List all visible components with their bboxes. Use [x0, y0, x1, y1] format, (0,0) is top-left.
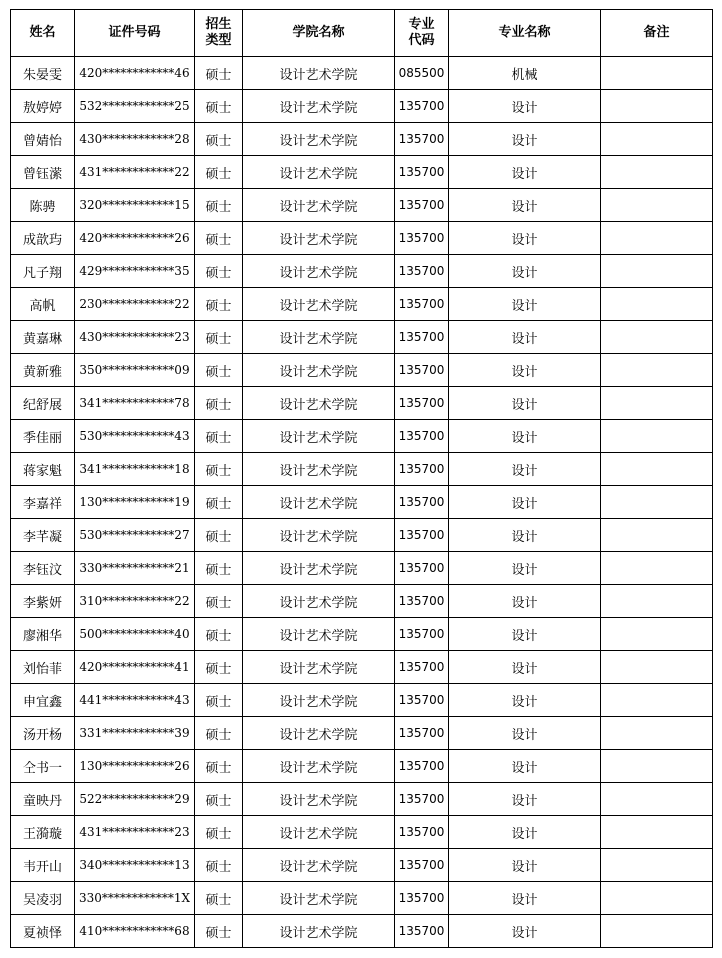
cell-admission-type: 硕士: [195, 255, 243, 288]
cell-admission-type: 硕士: [195, 90, 243, 123]
cell-name: 王漪璇: [11, 816, 75, 849]
cell-college: 设计艺术学院: [243, 783, 395, 816]
cell-note: [601, 915, 713, 948]
cell-note: [601, 750, 713, 783]
cell-id-number: 310************22: [75, 585, 195, 618]
cell-major-code: 135700: [395, 651, 449, 684]
cell-college: 设计艺术学院: [243, 90, 395, 123]
cell-note: [601, 123, 713, 156]
cell-admission-type: 硕士: [195, 618, 243, 651]
cell-major-code: 135700: [395, 849, 449, 882]
cell-major-name: 设计: [449, 288, 601, 321]
cell-college: 设计艺术学院: [243, 123, 395, 156]
cell-name: 刘怡菲: [11, 651, 75, 684]
cell-admission-type: 硕士: [195, 57, 243, 90]
header-admission-type-line2: 类型: [205, 33, 232, 48]
cell-major-code: 135700: [395, 255, 449, 288]
table-row: [11, 750, 713, 783]
cell-name: 陈骋: [11, 189, 75, 222]
cell-id-number: 532************25: [75, 90, 195, 123]
table-row: [11, 684, 713, 717]
cell-name: 韦开山: [11, 849, 75, 882]
cell-major-name: 设计: [449, 585, 601, 618]
cell-id-number: 130************26: [75, 750, 195, 783]
cell-note: [601, 288, 713, 321]
cell-admission-type: 硕士: [195, 387, 243, 420]
cell-major-name: 设计: [449, 420, 601, 453]
cell-note: [601, 90, 713, 123]
cell-admission-type: 硕士: [195, 420, 243, 453]
cell-major-code: 135700: [395, 123, 449, 156]
cell-major-code: 135700: [395, 783, 449, 816]
cell-major-code: 135700: [395, 552, 449, 585]
cell-note: [601, 585, 713, 618]
cell-college: 设计艺术学院: [243, 222, 395, 255]
header-college: 学院名称: [243, 10, 395, 57]
table-row: [11, 255, 713, 288]
cell-note: [601, 420, 713, 453]
cell-college: 设计艺术学院: [243, 915, 395, 948]
cell-name: 成歆玙: [11, 222, 75, 255]
cell-major-code: 085500: [395, 57, 449, 90]
cell-admission-type: 硕士: [195, 717, 243, 750]
cell-college: 设计艺术学院: [243, 717, 395, 750]
cell-major-name: 设计: [449, 189, 601, 222]
cell-major-name: 设计: [449, 816, 601, 849]
cell-major-code: 135700: [395, 915, 449, 948]
table-row: [11, 387, 713, 420]
table-row: [11, 519, 713, 552]
cell-college: 设计艺术学院: [243, 189, 395, 222]
cell-name: 黄嘉琳: [11, 321, 75, 354]
cell-name: 敖婷婷: [11, 90, 75, 123]
table-row: [11, 651, 713, 684]
table-row: [11, 354, 713, 387]
table-row: [11, 882, 713, 915]
cell-college: 设计艺术学院: [243, 519, 395, 552]
cell-id-number: 530************27: [75, 519, 195, 552]
cell-admission-type: 硕士: [195, 519, 243, 552]
cell-note: [601, 387, 713, 420]
table-row: [11, 156, 713, 189]
cell-admission-type: 硕士: [195, 486, 243, 519]
cell-name: 高帆: [11, 288, 75, 321]
table-row: [11, 585, 713, 618]
table-row: [11, 90, 713, 123]
cell-admission-type: 硕士: [195, 156, 243, 189]
table-row: [11, 57, 713, 90]
cell-admission-type: 硕士: [195, 882, 243, 915]
table-row: [11, 717, 713, 750]
cell-note: [601, 354, 713, 387]
cell-id-number: 330************21: [75, 552, 195, 585]
cell-note: [601, 618, 713, 651]
cell-major-name: 设计: [449, 123, 601, 156]
cell-name: 李芊凝: [11, 519, 75, 552]
cell-id-number: 420************41: [75, 651, 195, 684]
cell-major-code: 135700: [395, 288, 449, 321]
table-row: [11, 321, 713, 354]
header-major-code: [395, 10, 449, 57]
cell-note: [601, 222, 713, 255]
cell-major-code: 135700: [395, 387, 449, 420]
cell-college: 设计艺术学院: [243, 552, 395, 585]
cell-name: 黄新雅: [11, 354, 75, 387]
cell-major-code: 135700: [395, 816, 449, 849]
cell-major-name: 设计: [449, 684, 601, 717]
table-row: [11, 420, 713, 453]
cell-name: 汤开杨: [11, 717, 75, 750]
cell-name: 纪舒展: [11, 387, 75, 420]
cell-note: [601, 321, 713, 354]
cell-name: 廖湘华: [11, 618, 75, 651]
cell-college: 设计艺术学院: [243, 651, 395, 684]
cell-note: [601, 684, 713, 717]
cell-name: 凡子翔: [11, 255, 75, 288]
cell-id-number: 530************43: [75, 420, 195, 453]
cell-id-number: 350************09: [75, 354, 195, 387]
cell-college: 设计艺术学院: [243, 255, 395, 288]
cell-admission-type: 硕士: [195, 288, 243, 321]
cell-note: [601, 486, 713, 519]
header-major-code-line2: 代码: [408, 33, 435, 48]
cell-admission-type: 硕士: [195, 651, 243, 684]
cell-note: [601, 849, 713, 882]
cell-admission-type: 硕士: [195, 783, 243, 816]
cell-major-code: 135700: [395, 420, 449, 453]
cell-college: 设计艺术学院: [243, 882, 395, 915]
header-id: 证件号码: [75, 10, 195, 57]
cell-name: 申宜鑫: [11, 684, 75, 717]
cell-college: 设计艺术学院: [243, 57, 395, 90]
cell-major-code: 135700: [395, 618, 449, 651]
cell-note: [601, 651, 713, 684]
cell-note: [601, 156, 713, 189]
cell-admission-type: 硕士: [195, 552, 243, 585]
cell-name: 曾婧怡: [11, 123, 75, 156]
cell-college: 设计艺术学院: [243, 816, 395, 849]
cell-id-number: 431************23: [75, 816, 195, 849]
cell-major-name: 设计: [449, 552, 601, 585]
cell-note: [601, 57, 713, 90]
table-row: [11, 552, 713, 585]
cell-id-number: 429************35: [75, 255, 195, 288]
cell-id-number: 230************22: [75, 288, 195, 321]
table-row: [11, 915, 713, 948]
cell-college: 设计艺术学院: [243, 684, 395, 717]
cell-major-code: 135700: [395, 90, 449, 123]
admission-roster-table: [10, 9, 713, 948]
cell-major-name: 设计: [449, 321, 601, 354]
cell-major-code: 135700: [395, 222, 449, 255]
cell-college: 设计艺术学院: [243, 321, 395, 354]
cell-college: 设计艺术学院: [243, 156, 395, 189]
cell-major-name: 设计: [449, 849, 601, 882]
cell-major-name: 设计: [449, 387, 601, 420]
table-row: [11, 123, 713, 156]
cell-major-name: 设计: [449, 618, 601, 651]
cell-name: 李钰汶: [11, 552, 75, 585]
cell-admission-type: 硕士: [195, 849, 243, 882]
cell-college: 设计艺术学院: [243, 750, 395, 783]
cell-note: [601, 552, 713, 585]
table-row: [11, 453, 713, 486]
table-row: [11, 849, 713, 882]
cell-college: 设计艺术学院: [243, 288, 395, 321]
cell-college: 设计艺术学院: [243, 849, 395, 882]
cell-admission-type: 硕士: [195, 453, 243, 486]
cell-college: 设计艺术学院: [243, 585, 395, 618]
cell-major-name: 设计: [449, 882, 601, 915]
cell-id-number: 330************1X: [75, 882, 195, 915]
cell-id-number: 431************22: [75, 156, 195, 189]
cell-note: [601, 519, 713, 552]
cell-id-number: 500************40: [75, 618, 195, 651]
cell-major-name: 设计: [449, 915, 601, 948]
cell-major-name: 设计: [449, 222, 601, 255]
cell-major-name: 设计: [449, 651, 601, 684]
cell-admission-type: 硕士: [195, 321, 243, 354]
cell-name: 蒋家魁: [11, 453, 75, 486]
cell-admission-type: 硕士: [195, 354, 243, 387]
cell-id-number: 430************23: [75, 321, 195, 354]
cell-major-code: 135700: [395, 750, 449, 783]
cell-college: 设计艺术学院: [243, 486, 395, 519]
cell-name: 朱晏雯: [11, 57, 75, 90]
cell-id-number: 522************29: [75, 783, 195, 816]
cell-id-number: 341************18: [75, 453, 195, 486]
table-row: [11, 816, 713, 849]
cell-major-name: 设计: [449, 354, 601, 387]
cell-note: [601, 189, 713, 222]
cell-major-name: 设计: [449, 717, 601, 750]
cell-id-number: 420************26: [75, 222, 195, 255]
cell-major-name: 设计: [449, 453, 601, 486]
header-row: [11, 10, 713, 57]
cell-major-name: 设计: [449, 750, 601, 783]
cell-college: 设计艺术学院: [243, 453, 395, 486]
cell-admission-type: 硕士: [195, 585, 243, 618]
cell-major-code: 135700: [395, 156, 449, 189]
header-name: 姓名: [11, 10, 75, 57]
cell-note: [601, 255, 713, 288]
cell-name: 李紫妍: [11, 585, 75, 618]
cell-name: 李嘉祥: [11, 486, 75, 519]
cell-major-code: 135700: [395, 189, 449, 222]
cell-id-number: 410************68: [75, 915, 195, 948]
header-admission-type: [195, 10, 243, 57]
cell-major-code: 135700: [395, 717, 449, 750]
cell-admission-type: 硕士: [195, 915, 243, 948]
table-row: [11, 486, 713, 519]
cell-id-number: 341************78: [75, 387, 195, 420]
header-note: 备注: [601, 10, 713, 57]
cell-admission-type: 硕士: [195, 123, 243, 156]
cell-major-name: 机械: [449, 57, 601, 90]
cell-note: [601, 882, 713, 915]
cell-name: 仝书一: [11, 750, 75, 783]
table-row: [11, 618, 713, 651]
roster-body: [11, 57, 713, 948]
cell-admission-type: 硕士: [195, 750, 243, 783]
cell-college: 设计艺术学院: [243, 354, 395, 387]
table-row: [11, 783, 713, 816]
cell-major-code: 135700: [395, 486, 449, 519]
cell-admission-type: 硕士: [195, 189, 243, 222]
cell-id-number: 130************19: [75, 486, 195, 519]
cell-name: 吴凌羽: [11, 882, 75, 915]
table-row: [11, 222, 713, 255]
header-major-code-line1: 专业: [408, 17, 435, 32]
cell-major-code: 135700: [395, 882, 449, 915]
cell-major-code: 135700: [395, 585, 449, 618]
cell-major-code: 135700: [395, 453, 449, 486]
header-major-name: 专业名称: [449, 10, 601, 57]
cell-college: 设计艺术学院: [243, 420, 395, 453]
cell-major-name: 设计: [449, 156, 601, 189]
cell-note: [601, 453, 713, 486]
cell-major-code: 135700: [395, 321, 449, 354]
cell-major-name: 设计: [449, 90, 601, 123]
cell-name: 夏祯怿: [11, 915, 75, 948]
cell-major-name: 设计: [449, 783, 601, 816]
cell-major-code: 135700: [395, 684, 449, 717]
cell-name: 童映丹: [11, 783, 75, 816]
cell-id-number: 430************28: [75, 123, 195, 156]
header-admission-type-line1: 招生: [205, 17, 232, 32]
table-row: [11, 288, 713, 321]
cell-admission-type: 硕士: [195, 816, 243, 849]
cell-id-number: 420************46: [75, 57, 195, 90]
cell-id-number: 441************43: [75, 684, 195, 717]
cell-id-number: 320************15: [75, 189, 195, 222]
cell-major-name: 设计: [449, 519, 601, 552]
cell-note: [601, 816, 713, 849]
cell-note: [601, 717, 713, 750]
cell-name: 季佳丽: [11, 420, 75, 453]
cell-college: 设计艺术学院: [243, 387, 395, 420]
cell-admission-type: 硕士: [195, 684, 243, 717]
cell-name: 曾钰潆: [11, 156, 75, 189]
cell-major-name: 设计: [449, 255, 601, 288]
cell-major-code: 135700: [395, 354, 449, 387]
table-row: [11, 189, 713, 222]
cell-major-name: 设计: [449, 486, 601, 519]
cell-note: [601, 783, 713, 816]
cell-id-number: 331************39: [75, 717, 195, 750]
cell-id-number: 340************13: [75, 849, 195, 882]
cell-admission-type: 硕士: [195, 222, 243, 255]
cell-major-code: 135700: [395, 519, 449, 552]
cell-college: 设计艺术学院: [243, 618, 395, 651]
